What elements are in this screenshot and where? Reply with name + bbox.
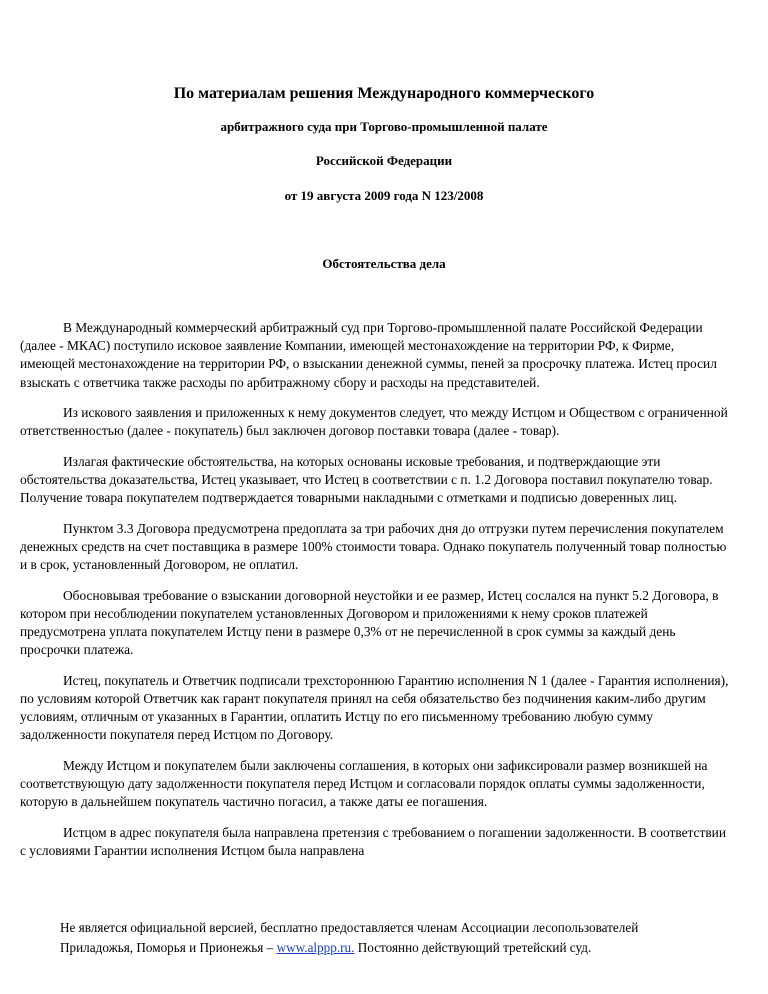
- website-link[interactable]: www.alppp.ru.: [276, 940, 355, 955]
- paragraph: Между Истцом и покупателем были заключены соглашения, в которых они зафиксировали размер возникшей на соответствующую дату задолженности покупателя перед Истцом и согласовали порядок оплаты суммы задолженности, которую в дальнейшем покупатель частично погасил, а также даты ее погашения.: [20, 757, 708, 810]
- page-footer: [60, 918, 760, 958]
- footer-disclaimer: Не является официальной версией, бесплатно предоставляется членам Ассоциации лесопользователей: [60, 920, 639, 935]
- paragraph: В Международный коммерческий арбитражный суд при Торгово-промышленной палате Российской Федерации (далее - МКАС) поступило исковое заявление Компании, имеющей местонахождение на территории РФ, к Фирме, имеющей местонахождение на территории РФ, о взыскании денежной суммы, пеней за просрочку платежа. Истец просил взыскать с ответчика также расходы по арбитражному сбору и расходы на представителей.: [20, 320, 717, 390]
- document-title: По материалам решения Международного коммерческого: [173, 85, 595, 102]
- document-title-line-2: арбитражного суда при Торгово-промышленной палате: [220, 119, 548, 134]
- paragraph: Излагая фактические обстоятельства, на которых основаны исковые требования, и подтверждающие эти обстоятельства доказательства, Истец указывает, что Истец в соответствии с п. 1.2 Договора поставил покупателю товар. Получение товара покупателем подтверждается товарными накладными с отметками и подписью доверенных лиц.: [20, 453, 713, 506]
- paragraph: Истец, покупатель и Ответчик подписали трехстороннюю Гарантию исполнения N 1 (далее - Гарантия исполнения), по условиям которой Ответчик как гарант покупателя принял на себя обязательство без подчинения каким-либо другим условиям, отличным от указанных в Гарантии, оплатить Истцу по его письменному требованию любую сумму задолженности покупателя перед Истцом по Договору.: [20, 672, 729, 743]
- section-title: Обстоятельства дела: [322, 256, 446, 271]
- paragraph: Обосновывая требование о взыскании договорной неустойки и ее размер, Истец сослался на пункт 5.2 Договора, в котором при несоблюдении покупателем установленных Договором и приложениями к нему сроков платежей предусмотрена уплата покупателем Истцу пени в размере 0,3% от не перечисленной в срок суммы за каждый день просрочки платежа.: [20, 587, 719, 658]
- paragraph: Пунктом 3.3 Договора предусмотрена предоплата за три рабочих дня до отгрузки путем перечисления покупателем денежных средств на счет поставщика в размере 100% стоимости товара. Однако покупатель полученный товар полностью и в срок, установленный Договором, не оплатил.: [20, 520, 727, 573]
- document-date-line: от 19 августа 2009 года N 123/2008: [284, 188, 484, 203]
- paragraph: Истцом в адрес покупателя была направлена претензия с требованием о погашении задолженности. В соответствии с условиями Гарантии исполнения Истцом была направлена: [20, 824, 726, 858]
- document-title-line-3: Российской Федерации: [315, 153, 453, 168]
- footer-suffix: Постоянно действующий третейский суд.: [354, 940, 592, 955]
- footer-line-2: [60, 938, 760, 958]
- paragraph: Из искового заявления и приложенных к нему документов следует, что между Истцом и Обществом с ограниченной ответственностью (далее - покупатель) был заключен договор поставки товара (далее - товар).: [20, 405, 728, 439]
- document-body: [20, 319, 730, 872]
- footer-prefix: Приладожья, Поморья и Прионежья –: [60, 940, 277, 955]
